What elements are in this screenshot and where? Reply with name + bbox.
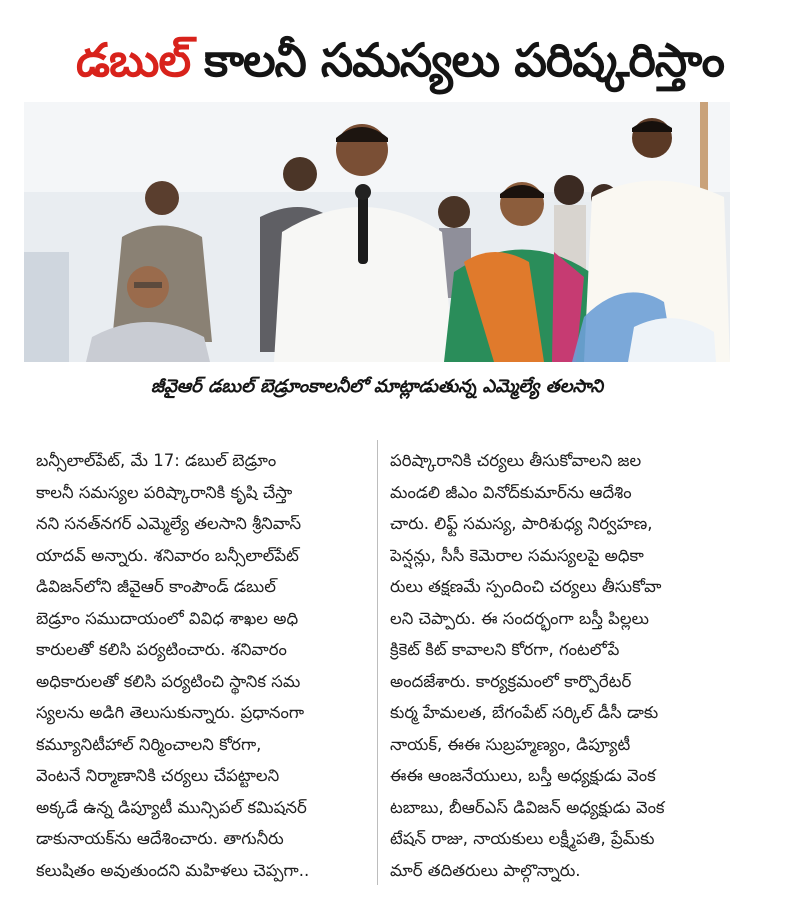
article-line: పరిష్కారానికి చర్యలు తీసుకోవాలని జల <box>390 451 642 470</box>
article-line: పెన్షన్లు, సీసీ కెమెరాల సమస్యలపై అధికా <box>390 545 644 565</box>
headline-text: కాలనీ సమస్యలు పరిష్కరిస్తాం <box>204 33 724 87</box>
article-line: చారు. లిఫ్ట్ సమస్య, పారిశుధ్య నిర్వహణ, <box>390 514 653 533</box>
article-line: కారులతో కలిసి పర్యటించారు. శనివారం <box>36 640 287 659</box>
headline <box>24 28 776 104</box>
article-line: వెంటనే నిర్మాణానికి చర్యలు చేపట్టాలని <box>36 766 280 785</box>
article-line: కుర్మ హేమలత, బేగంపేట్ సర్కిల్ డీసీ డాకు <box>390 703 659 722</box>
article-line: అక్కడే ఉన్న డిప్యూటీ మున్సిపల్ కమిషనర్ <box>36 797 307 817</box>
headline-accent-word: డబుల్ <box>75 33 191 87</box>
article-line: కలుషితం అవుతుందని మహిళలు చెప్పగా.. <box>36 860 310 880</box>
article-line: మార్ తదితరులు పాల్గొన్నారు. <box>390 860 581 880</box>
article-line: కమ్యూనిటీహాల్ నిర్మించాలని కోరగా, <box>36 734 262 754</box>
article-line: ఈఈ ఆంజనేయులు, బస్తీ అధ్యక్షుడు వెంక <box>390 766 656 785</box>
column-divider <box>377 440 378 885</box>
article-line: లని చెప్పారు. ఈ సందర్భంగా బస్తీ పిల్లలు <box>390 608 650 628</box>
photo-caption: జీవైఆర్ డబుల్ బెడ్రూంకాలనీలో మాట్లాడుతున్న ఎమ్మెల్యే తలసాని <box>150 375 604 397</box>
article-column-left <box>36 445 372 885</box>
article-line: బన్సీలాల్‌పేట్, మే 17: డబుల్ బెడ్రూం <box>36 451 277 470</box>
article-line: కాలనీ సమస్యల పరిష్కారానికి కృషి చేస్తా <box>36 482 293 502</box>
news-photo-illustration <box>24 102 730 362</box>
article-column-right <box>390 445 726 885</box>
article-line: అధికారులతో కలిసి పర్యటించి స్థానిక సమ <box>36 671 301 691</box>
article-line: టేషన్ రాజు, నాయకులు లక్ష్మీపతి, ప్రేమ్‌కు <box>390 829 655 848</box>
article-line: మండలి జీఎం వినోద్‌కుమార్‌ను ఆదేశిం <box>390 482 632 502</box>
news-photo <box>24 102 730 362</box>
article-line: నని సనత్‌నగర్ ఎమ్మెల్యే తలసాని శ్రీనివాస్ <box>36 514 302 533</box>
article-line: డాకునాయక్‌ను ఆదేశించారు. తాగునీరు <box>36 829 284 848</box>
article-line: రులు తక్షణమే స్పందించి చర్యలు తీసుకోవా <box>390 577 662 596</box>
article-line: యాదవ్ అన్నారు. శనివారం బన్సీలాల్‌పేట్ <box>36 545 299 565</box>
article-line: డివిజన్‌లోని జీవైఆర్ కాంపౌండ్ డబుల్ <box>36 577 276 596</box>
article-line: అందజేశారు. కార్యక్రమంలో కార్పొరేటర్ <box>390 671 632 691</box>
article-line: టబాబు, బీఆర్ఎస్ డివిజన్ అధ్యక్షుడు వెంక <box>390 797 665 817</box>
article-line: క్రికెట్ కిట్ కావాలని కోరగా, గంటలోపే <box>390 640 620 659</box>
article-line: నాయక్, ఈఈ సుబ్రహ్మణ్యం, డిప్యూటీ <box>390 734 631 754</box>
article-line: బెడ్రూం సముదాయంలో వివిధ శాఖల అధి <box>36 608 299 628</box>
article-line: స్యలను అడిగి తెలుసుకున్నారు. ప్రధానంగా <box>36 703 305 722</box>
